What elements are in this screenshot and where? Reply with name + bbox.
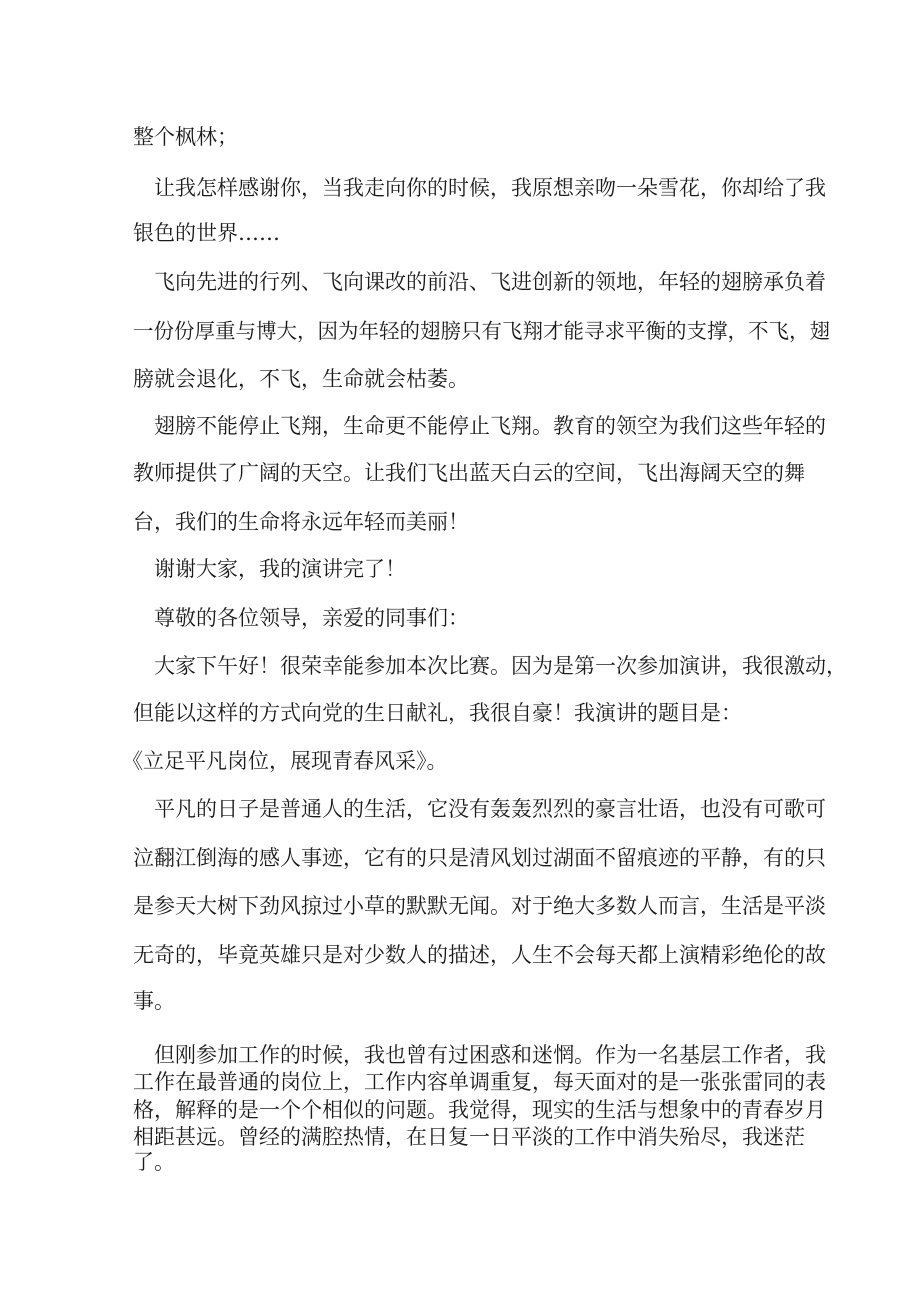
text-line: 教师提供了广阔的天空。让我们飞出蓝天白云的空间，飞出海阔天空的舞 <box>133 461 805 485</box>
text-line: 大家下午好！很荣幸能参加本次比赛。因为是第一次参加演讲，我很激动， <box>154 654 847 678</box>
text-line: 《立足平凡岗位，展现青春风采》。 <box>122 749 448 773</box>
text-line: 谢谢大家，我的演讲完了！ <box>154 557 406 581</box>
text-line: 了。 <box>133 1150 175 1174</box>
text-line: 飞向先进的行列、飞向课改的前沿、飞进创新的领地，年轻的翅膀承负着 <box>154 270 826 294</box>
text-line: 银色的世界…… <box>133 221 280 245</box>
text-line: 工作在最普通的岗位上，工作内容单调重复，每天面对的是一张张雷同的表 <box>133 1070 826 1094</box>
text-line: 无奇的，毕竟英雄只是对少数人的描述，人生不会每天都上演精彩绝伦的故 <box>133 943 826 967</box>
text-line: 让我怎样感谢你，当我走向你的时候，我原想亲吻一朵雪花，你却给了我 <box>154 176 826 200</box>
text-line: 一份份厚重与博大，因为年轻的翅膀只有飞翔才能寻求平衡的支撑，不飞，翅 <box>133 319 830 343</box>
text-line: 尊敬的各位领导，亲爱的同事们： <box>154 606 469 630</box>
text-line: 台，我们的生命将永远年轻而美丽！ <box>133 510 469 534</box>
text-line: 但能以这样的方式向党的生日献礼，我很自豪！我演讲的题目是： <box>133 701 742 725</box>
text-line: 事。 <box>133 989 175 1013</box>
text-line: 平凡的日子是普通人的生活，它没有轰轰烈烈的豪言壮语，也没有可歌可 <box>154 797 826 821</box>
text-line: 翅膀不能停止飞翔，生命更不能停止飞翔。教育的领空为我们这些年轻的 <box>154 414 826 438</box>
text-line: 相距甚远。曾经的满腔热情，在日复一日平淡的工作中消失殆尽，我迷茫 <box>133 1125 805 1149</box>
text-line: 泣翻江倒海的感人事迹，它有的只是清风划过湖面不留痕迹的平静，有的只 <box>133 846 826 870</box>
text-line: 膀就会退化，不飞，生命就会枯萎。 <box>133 367 469 391</box>
text-line: 是参天大树下劲风掠过小草的默默无闻。对于绝大多数人而言，生活是平淡 <box>133 894 826 918</box>
text-line: 整个枫林； <box>133 125 238 149</box>
text-line: 但刚参加工作的时候，我也曾有过困惑和迷惘。作为一名基层工作者，我 <box>154 1043 826 1067</box>
text-line: 格，解释的是一个个相似的问题。我觉得，现实的生活与想象中的青春岁月 <box>133 1098 826 1122</box>
